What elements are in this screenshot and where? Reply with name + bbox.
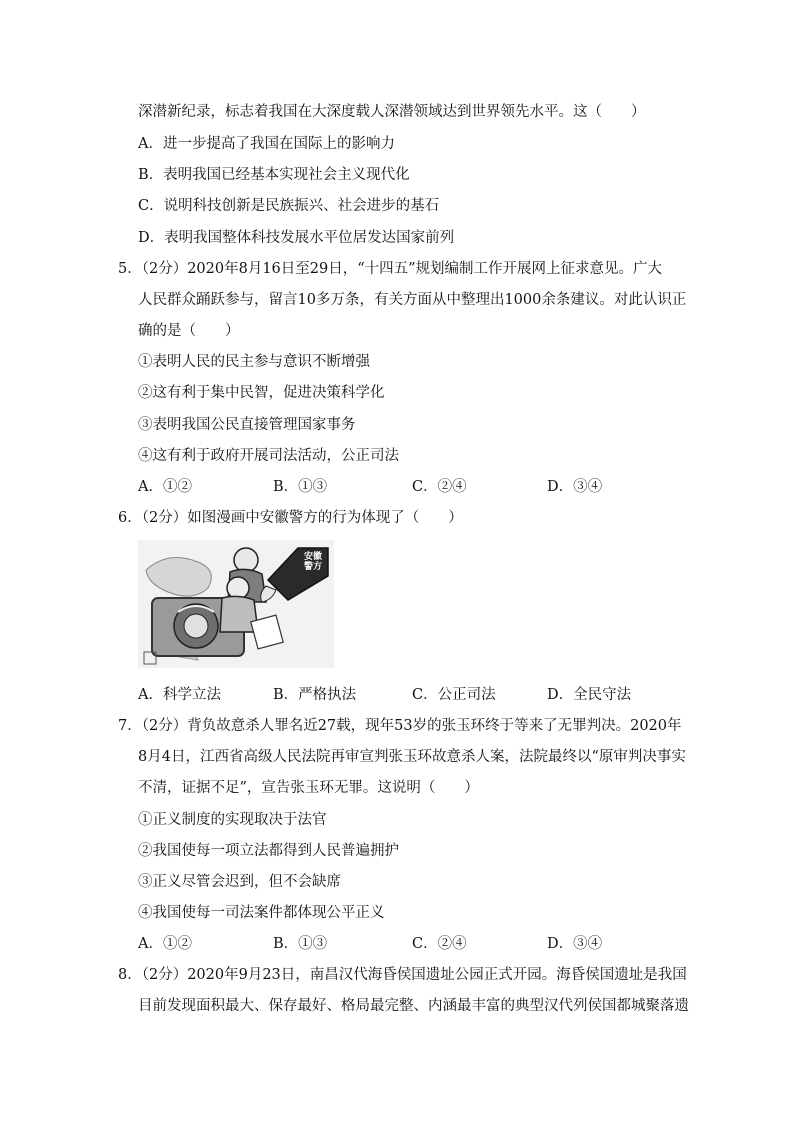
question-7-line-3: 不清，证据不足”，宣告张玉环无罪。这说明（ ） <box>138 780 479 796</box>
question-7-line-2: 8月4日，江西省高级人民法院再审宣判张玉环故意杀人案，法院最终以“原审判决事实 <box>138 749 686 765</box>
option-d[interactable]: D．表明我国整体科技发展水平位居发达国家前列 <box>138 230 455 246</box>
q5-item-4: ④这有利于政府开展司法活动，公正司法 <box>138 448 399 464</box>
q7-item-2: ②我国使每一项立法都得到人民普遍拥护 <box>138 843 399 859</box>
option-b[interactable]: B．表明我国已经基本实现社会主义现代化 <box>138 167 410 183</box>
q7-option-a[interactable]: A．①② <box>138 936 192 952</box>
q5-item-1: ①表明人民的民主参与意识不断增强 <box>138 354 370 370</box>
question-6-line: 6．（2分）如图漫画中安徽警方的行为体现了（ ） <box>118 510 463 526</box>
q7-option-d[interactable]: D．③④ <box>547 936 603 952</box>
question-8-line-2: 目前发现面积最大、保存最好、格局最完整、内涵最丰富的典型汉代列侯国都城聚落遗 <box>138 998 689 1014</box>
q6-option-b[interactable]: B．严格执法 <box>273 687 357 703</box>
option-c[interactable]: C．说明科技创新是民族振兴、社会进步的基石 <box>138 198 440 214</box>
q6-option-c[interactable]: C．公正司法 <box>412 687 496 703</box>
question-8-line-1: 8．（2分）2020年9月23日，南昌汉代海昏侯国遗址公园正式开园。海昏侯国遗址是我国 <box>118 967 687 983</box>
q5-item-2: ②这有利于集中民智，促进决策科学化 <box>138 385 385 401</box>
q7-item-1: ①正义制度的实现取决于法官 <box>138 812 327 828</box>
q7-option-c[interactable]: C．②④ <box>412 936 467 952</box>
cartoon-badge: 安徽警方 <box>304 552 323 572</box>
q5-item-3: ③表明我国公民直接管理国家事务 <box>138 417 356 433</box>
q6-option-d[interactable]: D．全民守法 <box>547 687 632 703</box>
q5-option-c[interactable]: C．②④ <box>412 479 467 495</box>
q5-option-b[interactable]: B．①③ <box>273 479 328 495</box>
q7-option-b[interactable]: B．①③ <box>273 936 328 952</box>
question-5-line-1: 5．（2分）2020年8月16日至29日，“十四五”规划编制工作开展网上征求意见。广大 <box>118 261 663 277</box>
q5-option-d[interactable]: D．③④ <box>547 479 603 495</box>
option-a[interactable]: A．进一步提高了我国在国际上的影响力 <box>138 136 395 152</box>
q7-item-3: ③正义尽管会迟到，但不会缺席 <box>138 874 341 890</box>
question-7-line-1: 7．（2分）背负故意杀人罪名近27载，现年53岁的张玉环终于等来了无罪判决。2020年 <box>118 718 682 734</box>
q7-item-4: ④我国使每一司法案件都体现公平正义 <box>138 905 385 921</box>
cartoon-image <box>138 540 334 668</box>
question-4-tail: 深潜新纪录，标志着我国在大深度载人深潜领域达到世界领先水平。这（ ） <box>138 104 646 120</box>
q5-option-a[interactable]: A．①② <box>138 479 192 495</box>
question-5-line-3: 确的是（ ） <box>138 323 240 339</box>
question-5-line-2: 人民群众踊跃参与，留言10多万条，有关方面从中整理出1000余条建议。对此认识正 <box>138 292 687 308</box>
q6-option-a[interactable]: A．科学立法 <box>138 687 221 703</box>
